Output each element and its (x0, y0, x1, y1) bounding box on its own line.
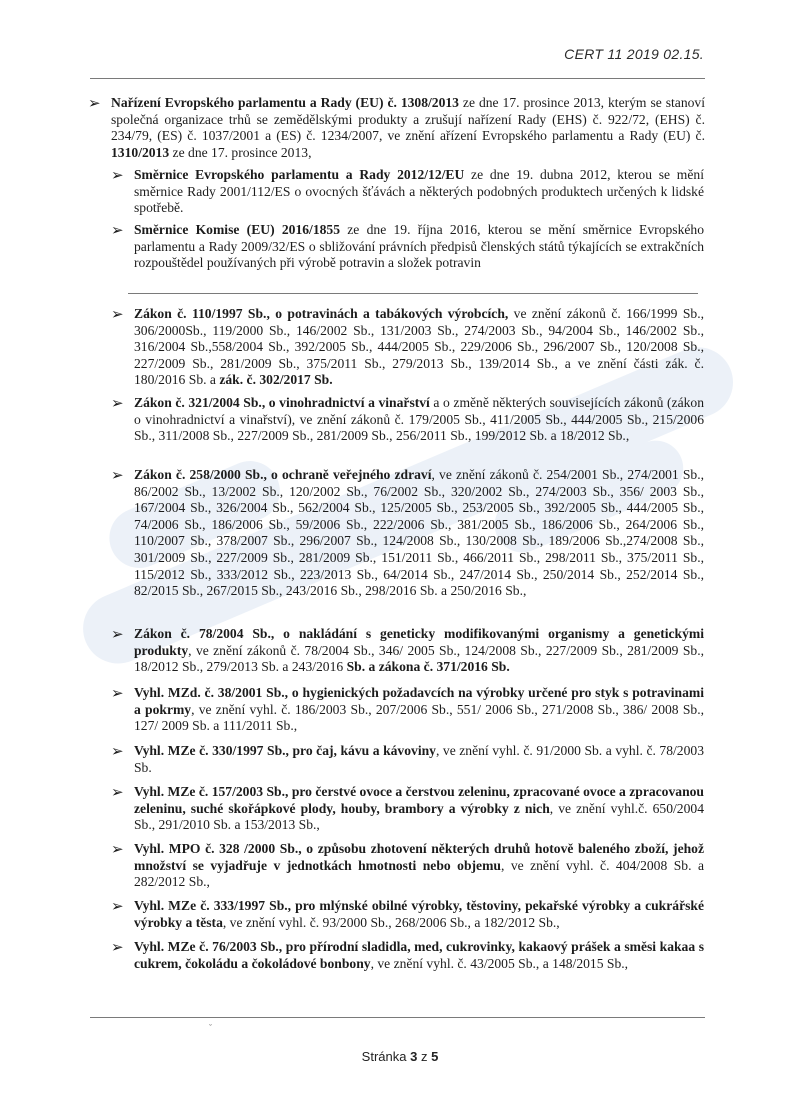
bullet-arrow-icon: ➢ (111, 938, 124, 956)
legislation-title: Zákon č. 78/2004 Sb., o nakládání s geneticky modifikovanými organismy a genetickými produkty (134, 626, 704, 658)
legislation-title: Směrnice Komise (EU) 2016/1855 (134, 222, 341, 237)
header-divider (90, 78, 705, 79)
legislation-title: Zákon č. 258/2000 Sb., o ochraně veřejného zdraví (134, 467, 432, 482)
legislation-title: Vyhl. MPO č. 328 /2000 Sb., o způsobu zhotovení některých druhů hotově baleného zboží, jehož množství se vyjadřuje v jednotkách hmotnosti nebo objemu (134, 841, 704, 873)
list-item-eu-3 (111, 221, 704, 272)
list-item-cz-9 (111, 897, 704, 931)
bullet-arrow-icon: ➢ (111, 897, 124, 915)
legislation-text: , ve znění zákonů č. 254/2001 Sb., 274/2001 Sb., 86/2002 Sb., 13/2002 Sb., 120/2002 Sb., 76/2002 Sb., 320/2002 Sb., 274/2003 Sb., 356/ 2003 Sb., 167/2004 Sb., 326/2004 Sb., 562/2004 Sb., 125/2005 Sb., 253/2005 Sb., 392/2005 Sb., 444/2005 Sb., 74/2006 Sb., 186/2006 Sb., 59/2006 Sb., 222/2006 Sb., 381/2005 Sb., 186/2006 Sb., 264/2006 Sb., 110/2007 Sb., 378/2007 Sb., 296/2007 Sb., 124/2008 Sb., 130/2008 Sb., 189/2006 Sb.,274/2008 Sb., 301/2009 Sb., 227/2009 Sb., 281/2009 Sb., 151/2011 Sb., 466/2011 Sb., 298/2011 Sb., 375/2011 Sb., 115/2012 Sb., 333/2012 Sb., 223/2013 Sb., 64/2014 Sb., 247/2014 Sb., 250/2014 Sb., 252/2014 Sb., 82/2015 Sb., 267/2015 Sb., 243/2016 Sb., 298/2016 Sb. a 250/2016 Sb., (134, 467, 705, 599)
current-page: 3 (410, 1049, 418, 1064)
bullet-arrow-icon: ➢ (111, 466, 124, 484)
list-item-eu-2 (111, 166, 704, 217)
legislation-bold: 1310/2013 (111, 144, 170, 160)
legislation-title: Směrnice Evropského parlamentu a Rady 2012/12/EU (134, 167, 465, 182)
legislation-title: Vyhl. MZe č. 157/2003 Sb., pro čerstvé ovoce a čerstvou zeleninu, zpracované ovoce a zpracovanou zeleninu, suché skořápkové plody, houby, brambory a výrobky z nich (134, 784, 704, 816)
page-word: Stránka (361, 1049, 407, 1064)
legislation-text: , ve znění vyhl. č. 43/2005 Sb., a 148/2015 Sb., (370, 955, 629, 971)
bullet-arrow-icon: ➢ (111, 684, 124, 702)
list-item-cz-10 (111, 938, 704, 972)
bullet-arrow-icon: ➢ (111, 742, 124, 760)
document-reference: CERT 11 2019 02.15. (564, 46, 704, 62)
legislation-text: ze dne 19. dubna 2012, kterou se mění směrnice Rady 2001/112/ES o ovocných šťávách a některých podobných produktech určených k lidské spotřebě. (134, 167, 704, 216)
list-item-cz-3 (111, 466, 705, 600)
legislation-text: , ve znění zákonů č. 78/2004 Sb., 346/ 2005 Sb., 124/2008 Sb., 227/2009 Sb., 281/2009 Sb., 18/2012 Sb., 279/2013 Sb. a 243/2016 (134, 642, 704, 675)
legislation-bold: Sb. a zákona č. 371/2016 Sb. (346, 659, 510, 675)
list-item-cz-6 (111, 742, 704, 776)
legislation-text: ze dne 19. října 2016, kterou se mění směrnice Evropského parlamentu a Rady 2009/32/ES o sbližování právních předpisů členských států týkajících se extrakčních rozpouštědel používaných při výrobě potravin a složek potravin (134, 222, 704, 271)
bullet-arrow-icon: ➢ (111, 166, 124, 184)
legislation-text: a o změně některých souvisejících zákonů (zákon o vinohradnictví a vinařství), ve znění zákonů č. 179/2005 Sb., 411/2005 Sb., 444/2005 Sb., 215/2006 Sb., 311/2008 Sb., 227/2009 Sb., 281/2009 Sb., 256/2011 Sb., 199/2012 Sb. a 18/2012 Sb., (134, 395, 704, 444)
legislation-title: Nařízení Evropského parlamentu a Rady (EU) č. 1308/2013 (111, 95, 459, 110)
total-pages: 5 (431, 1049, 439, 1064)
list-item-cz-7 (111, 783, 704, 834)
list-item-cz-4 (111, 625, 704, 676)
footer-divider (90, 1017, 705, 1018)
legislation-text: ze dne 17. prosince 2013, (169, 144, 312, 160)
bullet-arrow-icon: ➢ (111, 394, 124, 412)
legislation-text: , ve znění vyhl.č. 650/2004 Sb., 291/2010 Sb. a 153/2013 Sb., (134, 800, 704, 833)
legislation-text: , ve znění vyhl. č. 404/2008 Sb. a 282/2012 Sb., (134, 857, 704, 890)
legislation-text: , ve znění vyhl. č. 91/2000 Sb. a vyhl. č. 78/2003 Sb. (134, 743, 704, 775)
legislation-text: , ve znění vyhl. č. 93/2000 Sb., 268/2006 Sb., a 182/2012 Sb., (222, 914, 560, 930)
of-word: z (420, 1049, 428, 1064)
bullet-arrow-icon: ➢ (111, 221, 124, 239)
legislation-text: , ve znění vyhl. č. 186/2003 Sb., 207/2006 Sb., 551/ 2006 Sb., 271/2008 Sb., 386/ 2008 Sb., 127/ 2009 Sb. a 111/2011 Sb., (134, 701, 704, 734)
bullet-arrow-icon: ➢ (111, 840, 124, 858)
list-item-cz-5 (111, 684, 704, 735)
footer-mark: ˇ (209, 1023, 212, 1033)
legislation-title: Zákon č. 110/1997 Sb., o potravinách a tabákových výrobcích, (134, 306, 509, 321)
page-number (0, 1049, 800, 1064)
list-item-cz-2 (111, 394, 704, 445)
legislation-title: Vyhl. MZe č. 330/1997 Sb., pro čaj, kávu a kávoviny (134, 743, 436, 758)
legislation-text: ve znění zákonů č. 166/1999 Sb., 306/2000Sb., 119/2000 Sb., 146/2002 Sb., 131/2003 Sb., 274/2003 Sb., 94/2004 Sb., 146/2002 Sb., 316/2004 Sb.,558/2004 Sb., 392/2005 Sb., 444/2005 Sb., 229/2006 Sb., 296/2007 Sb., 120/2008 Sb., 227/2009 Sb., 281/2009 Sb., 375/2011 Sb., 279/2013 Sb., 139/2014 Sb., a ve znění části zák. č. 180/2016 Sb. a (134, 306, 704, 388)
section-divider (128, 293, 698, 294)
legislation-title: Zákon č. 321/2004 Sb., o vinohradnictví a vinařství (134, 395, 430, 410)
list-item-eu-1 (88, 94, 706, 161)
legislation-title: Vyhl. MZd. č. 38/2001 Sb., o hygienických požadavcích na výrobky určené pro styk s potravinami a pokrmy (134, 685, 704, 717)
legislation-bold: zák. č. 302/2017 Sb. (219, 372, 333, 388)
list-item-cz-8 (111, 840, 704, 891)
list-item-cz-1 (111, 305, 704, 389)
legislation-text: ze dne 17. prosince 2013, kterým se stanoví společná organizace trhů se zemědělskými produkty a zrušují nařízení Rady (EHS) č. 922/72, (EHS) č. 234/79, (ES) č. 1037/2001 a (ES) č. 1234/2007, ve znění ařízení Evropského parlamentu a Rady (EU) č. (111, 95, 706, 144)
legislation-title: Vyhl. MZe č. 76/2003 Sb., pro přírodní sladidla, med, cukrovinky, kakaový prášek a směsi kakaa s cukrem, čokoládu a čokoládové bonbony (134, 939, 704, 971)
bullet-arrow-icon: ➢ (111, 625, 124, 643)
bullet-arrow-icon: ➢ (111, 305, 124, 323)
legislation-title: Vyhl. MZe č. 333/1997 Sb., pro mlýnské obilné výrobky, těstoviny, pekařské výrobky a cukrářské výrobky a těsta (134, 898, 704, 930)
bullet-arrow-icon: ➢ (88, 94, 101, 112)
bullet-arrow-icon: ➢ (111, 783, 124, 801)
